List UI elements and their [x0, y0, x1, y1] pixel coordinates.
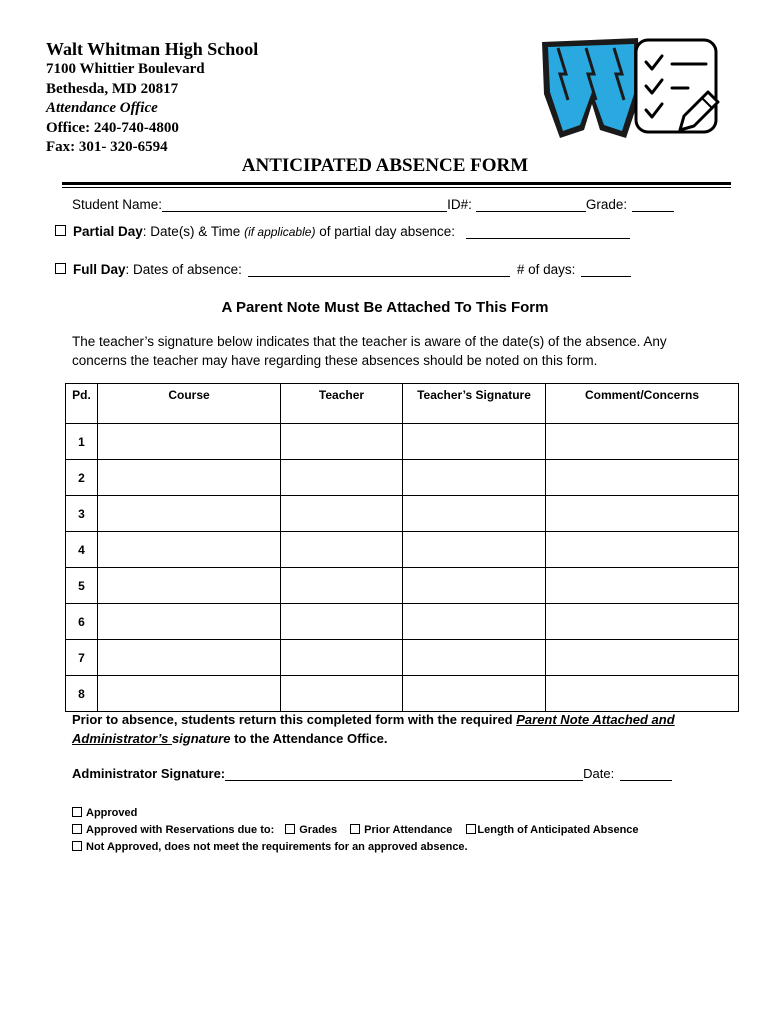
title-divider-thin	[62, 187, 731, 188]
teacher-cell[interactable]	[281, 604, 403, 640]
return-instructions	[72, 710, 712, 748]
full-day-dates-field[interactable]	[248, 262, 510, 277]
period-number: 1	[66, 424, 98, 460]
school-header	[46, 38, 346, 158]
comment-cell[interactable]	[546, 532, 739, 568]
signature-cell[interactable]	[403, 424, 546, 460]
table-row	[66, 460, 739, 496]
school-street: 7100 Whittier Boulevard	[46, 61, 205, 77]
grade-field[interactable]	[632, 197, 674, 212]
partial-day-applicable-note: (if applicable)	[244, 225, 316, 239]
days-count-field[interactable]	[581, 262, 631, 277]
admin-date-field[interactable]	[620, 766, 672, 781]
full-day-label: Full Day	[73, 262, 126, 277]
period-number: 4	[66, 532, 98, 568]
student-id-label: ID#:	[447, 197, 472, 212]
period-number: 2	[66, 460, 98, 496]
comment-cell[interactable]	[546, 640, 739, 676]
instructions-signature-word: signature	[171, 731, 231, 746]
office-name: Attendance Office	[46, 100, 158, 116]
parent-note-heading: A Parent Note Must Be Attached To This Form	[221, 299, 549, 316]
course-cell[interactable]	[98, 568, 281, 604]
header-comments: Comment/Concerns	[546, 384, 739, 424]
full-day-row	[55, 262, 631, 277]
signature-cell[interactable]	[403, 496, 546, 532]
w-logo-icon	[542, 38, 640, 138]
instructions-text: Prior to absence, students return this completed form with the required	[72, 712, 517, 727]
not-approved-label: Not Approved, does not meet the requirements for an approved absence.	[86, 841, 468, 853]
instructions-text-end: to the Attendance Office.	[230, 731, 388, 746]
full-day-text: : Dates of absence:	[125, 262, 242, 277]
course-cell[interactable]	[98, 640, 281, 676]
not-approved-option	[72, 839, 639, 856]
signature-cell[interactable]	[403, 532, 546, 568]
course-cell[interactable]	[98, 424, 281, 460]
student-id-field[interactable]	[476, 197, 586, 212]
signature-cell[interactable]	[403, 640, 546, 676]
partial-day-text: : Date(s) & Time	[142, 224, 245, 239]
reservations-option	[72, 822, 639, 839]
signature-cell[interactable]	[403, 460, 546, 496]
school-city: Bethesda, MD 20817	[46, 80, 179, 97]
table-row	[66, 604, 739, 640]
prior-attendance-label: Prior Attendance	[364, 824, 453, 836]
teacher-cell[interactable]	[281, 676, 403, 712]
period-number: 5	[66, 568, 98, 604]
grades-label: Grades	[299, 824, 338, 836]
course-cell[interactable]	[98, 532, 281, 568]
comment-cell[interactable]	[546, 460, 739, 496]
school-name: Walt Whitman High School	[46, 39, 259, 59]
comment-cell[interactable]	[546, 496, 739, 532]
student-name-field[interactable]	[162, 197, 447, 212]
table-row	[66, 424, 739, 460]
table-row	[66, 640, 739, 676]
teacher-cell[interactable]	[281, 496, 403, 532]
course-cell[interactable]	[98, 604, 281, 640]
student-name-label: Student Name:	[72, 197, 163, 212]
table-row	[66, 532, 739, 568]
length-checkbox[interactable]	[466, 824, 476, 834]
teacher-cell[interactable]	[281, 532, 403, 568]
comment-cell[interactable]	[546, 424, 739, 460]
approval-options	[72, 805, 639, 856]
period-number: 8	[66, 676, 98, 712]
length-label: Length of Anticipated Absence	[477, 824, 639, 836]
teacher-signature-note: The teacher’s signature below indicates that the teacher is aware of the date(s) of the absence. Any concerns the teacher may have regarding these absences should be noted on this form.	[72, 334, 667, 368]
course-cell[interactable]	[98, 460, 281, 496]
admin-signature-field[interactable]	[225, 766, 583, 781]
teacher-cell[interactable]	[281, 568, 403, 604]
title-divider	[62, 182, 731, 185]
table-row	[66, 568, 739, 604]
not-approved-checkbox[interactable]	[72, 841, 82, 851]
school-logo	[538, 34, 722, 142]
course-cell[interactable]	[98, 676, 281, 712]
reservations-checkbox[interactable]	[72, 824, 82, 834]
partial-day-label: Partial Day	[73, 224, 143, 239]
table-header-row	[66, 384, 739, 424]
course-cell[interactable]	[98, 496, 281, 532]
checklist-pencil-icon	[636, 40, 718, 132]
signature-cell[interactable]	[403, 568, 546, 604]
header-teacher-signature: Teacher’s Signature	[403, 384, 546, 424]
signature-cell[interactable]	[403, 676, 546, 712]
comment-cell[interactable]	[546, 604, 739, 640]
days-count-label: # of days:	[516, 262, 576, 277]
admin-date-label: Date:	[583, 766, 615, 781]
header-pd: Pd.	[66, 384, 98, 424]
form-title: ANTICIPATED ABSENCE FORM	[241, 155, 529, 176]
partial-day-text-end: of partial day absence:	[315, 224, 456, 239]
comment-cell[interactable]	[546, 568, 739, 604]
partial-day-dates-field[interactable]	[466, 224, 630, 239]
partial-day-row	[55, 224, 630, 239]
instructions-emphasis: Parent Note Attached and Administrator’s	[72, 712, 675, 746]
admin-signature-row	[72, 766, 672, 781]
teacher-cell[interactable]	[281, 424, 403, 460]
teacher-cell[interactable]	[281, 640, 403, 676]
signature-cell[interactable]	[403, 604, 546, 640]
teacher-cell[interactable]	[281, 460, 403, 496]
header-teacher: Teacher	[281, 384, 403, 424]
student-info-row	[72, 197, 674, 212]
office-phone: Office: 240-740-4800	[46, 119, 179, 136]
header-course: Course	[98, 384, 281, 424]
period-number: 7	[66, 640, 98, 676]
office-fax: Fax: 301- 320-6594	[46, 139, 168, 155]
table-row	[66, 496, 739, 532]
prior-attendance-checkbox[interactable]	[350, 824, 360, 834]
comment-cell[interactable]	[546, 676, 739, 712]
grades-checkbox[interactable]	[285, 824, 295, 834]
approved-checkbox[interactable]	[72, 807, 82, 817]
period-number: 6	[66, 604, 98, 640]
approved-option	[72, 805, 639, 822]
admin-signature-label: Administrator Signature:	[72, 766, 226, 781]
approved-label: Approved	[86, 807, 138, 819]
reservations-label: Approved with Reservations due to:	[86, 824, 275, 836]
partial-day-checkbox[interactable]	[55, 225, 66, 236]
period-table	[65, 383, 739, 712]
full-day-checkbox[interactable]	[55, 263, 66, 274]
period-number: 3	[66, 496, 98, 532]
table-row	[66, 676, 739, 712]
grade-label: Grade:	[585, 197, 628, 212]
